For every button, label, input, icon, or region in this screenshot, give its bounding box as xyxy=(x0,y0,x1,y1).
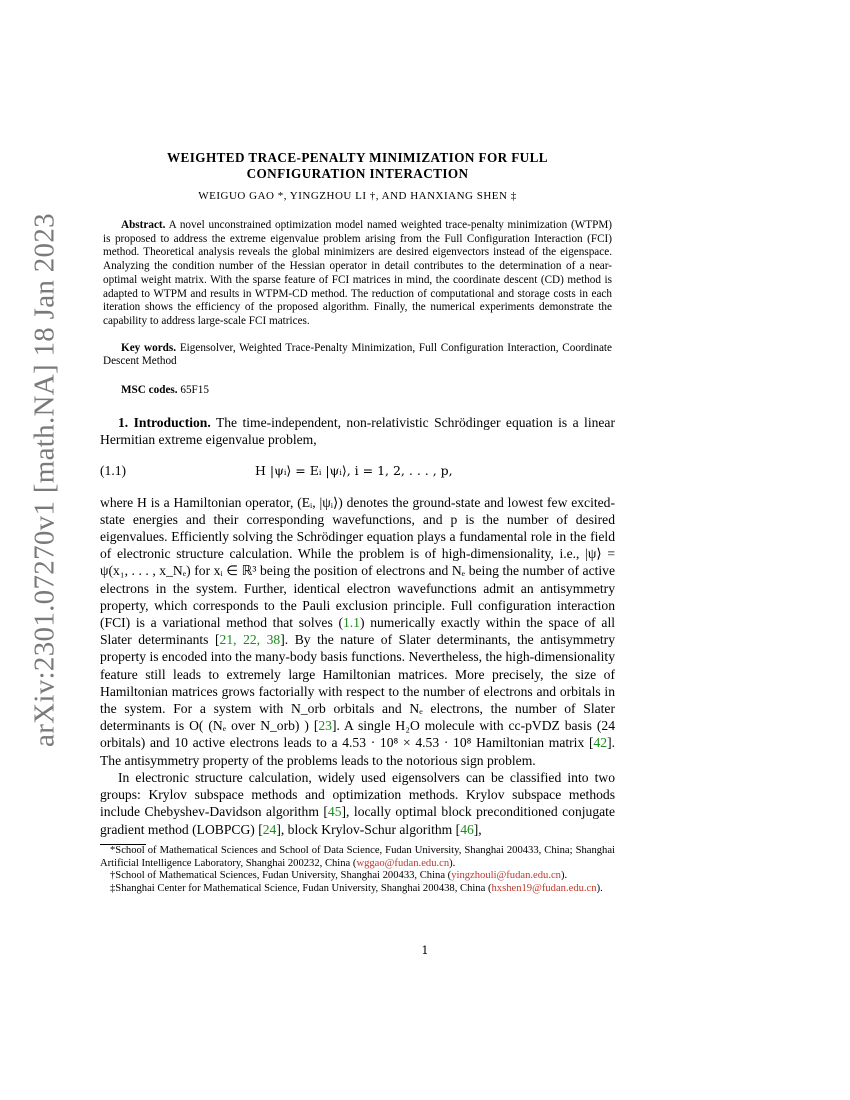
footnote-3-text: ‡Shanghai Center for Mathematical Science, Fudan University, Shanghai 200438, China ( xyxy=(110,883,492,895)
intro-lead-text: The time-independent, non-relativistic Schrödinger equation is a linear Hermitian extreme eigenvalue problem, xyxy=(100,415,615,448)
equation-number: (1.1) xyxy=(100,463,127,479)
intro-paragraph-2 xyxy=(100,769,615,838)
intro-lead xyxy=(100,414,615,448)
citation-link[interactable]: 45 xyxy=(327,804,342,820)
email-link[interactable]: wggao@fudan.edu.cn xyxy=(356,857,450,869)
msc-text: 65F15 xyxy=(180,384,209,397)
arxiv-identifier: arXiv:2301.07270v1 [math.NA] 18 Jan 2023 xyxy=(28,213,61,747)
equation-1-1 xyxy=(100,462,615,479)
p2-text-c: ], block Krylov-Schur algorithm [ xyxy=(276,821,461,837)
author-list: WEIGUO GAO *, YINGZHOU LI †, AND HANXIANG SHEN ‡ xyxy=(198,190,517,202)
citation-link[interactable]: 42 xyxy=(593,735,608,751)
footnote-2-text: †School of Mathematical Sciences, Fudan University, Shanghai 200433, China ( xyxy=(110,870,452,882)
p1-text-a: where H is a Hamiltonian operator, (Eᵢ, |ψᵢ⟩) denotes the ground-state and lowest few excited-state energies and their corresponding wavefunctions, and p is the number of desired eigenvalues. Efficiently solving the Schrödinger equation plays a fundamental role in the field of electronic structure calculation. While the problem is of high-dimensionality, i.e., |ψ⟩ = ψ(x₁, . . . , x_Nₑ) for xᵢ ∈ ℝ³ being the position of electrons and Nₑ being the number of active electrons in the system. Further, identical electron wavefunctions admit an antisymmetry property, which corresponds to the Pauli exclusion principle. Full configuration interaction (FCI) is a variational method that solves ( xyxy=(100,494,615,631)
footnote-2-end: ). xyxy=(560,870,568,882)
page-number: 1 xyxy=(421,944,429,957)
abstract-label: Abstract. xyxy=(121,219,166,231)
equation-body: H |ψᵢ⟩ = Eᵢ |ψᵢ⟩, i = 1, 2, . . . , p, xyxy=(255,463,453,479)
footnote-3 xyxy=(100,883,615,896)
footnote-1-text: *School of Mathematical Sciences and School of Data Science, Fudan University, Shanghai 200433, China; Shanghai Artificial Intelligence Laboratory, Shanghai 200232, China ( xyxy=(100,844,615,869)
p1-text-e: ]. The antisymmetry property of the problems leads to the notorious sign problem. xyxy=(100,735,615,768)
abstract xyxy=(100,219,615,329)
email-link[interactable]: hxshen19@fudan.edu.cn xyxy=(491,883,597,895)
footnote-1-end: ). xyxy=(449,857,456,869)
title-line-1: WEIGHTED TRACE-PENALTY MINIMIZATION FOR FULL xyxy=(166,150,549,165)
p2-text-d: ], xyxy=(473,821,482,837)
arxiv-sidebar xyxy=(20,213,70,747)
p1-text-c: ]. By the nature of Slater determinants, the antisymmetry property is encoded into the many-body basis functions. Nevertheless, the high-dimensionality feature still leads to extremely large Hamiltonian matrices. More precisely, the size of Hamiltonian matrices grows factorially with respect to the number of electrons and orbitals in the system. For a system with N_orb orbitals and Nₑ electrons, the number of Slater determinants is O( (Nₑ over N_orb) ) [ xyxy=(100,632,615,734)
citation-link[interactable]: 46 xyxy=(460,821,474,837)
intro-paragraph-1 xyxy=(100,494,615,769)
keywords-label: Key words. xyxy=(121,341,177,354)
p1-text-b: ) numerically exactly within the space of all Slater determinants [ xyxy=(100,615,615,648)
footnote-3-end: ). xyxy=(596,883,603,895)
equation-ref-link[interactable]: 1.1 xyxy=(342,615,360,631)
msc-codes xyxy=(100,384,615,396)
paper-page xyxy=(100,150,615,896)
title-line-2: CONFIGURATION INTERACTION xyxy=(246,166,469,181)
section-heading: 1. Introduction. xyxy=(118,415,211,431)
paper-title xyxy=(100,150,615,182)
introduction-section xyxy=(100,414,615,838)
footnote-2 xyxy=(100,870,615,883)
msc-label: MSC codes. xyxy=(121,384,178,397)
abstract-text: A novel unconstrained optimization model named weighted trace-penalty minimization (WTPM) is proposed to address the extreme eigenvalue problem arising from the Full Configuration Interaction (FCI) method. Theoretical analysis reveals the global minimizers are desired eigenvectors instead of the eigenspace. Analyzing the condition number of the Hessian operator in detail contributes to the determination of a near-optimal weight matrix. With the sparse feature of FCI matrices in mind, the coordinate descent (CD) method is adapted to WTPM and results in WTPM-CD method. The reduction of computational and storage costs in each iteration shows the efficiency of the proposed algorithm. Finally, the numerical experiments demonstrate the capability to address large-scale FCI matrices. xyxy=(103,219,612,327)
email-link[interactable]: yingzhouli@fudan.edu.cn xyxy=(451,870,561,882)
footnote-1 xyxy=(100,845,615,871)
keywords-text: Eigensolver, Weighted Trace-Penalty Minimization, Full Configuration Interaction, Coordinate Descent Method xyxy=(103,341,612,368)
citation-link[interactable]: 23 xyxy=(318,718,332,734)
p2-text-a: In electronic structure calculation, widely used eigensolvers can be classified into two groups: Krylov subspace methods and optimization methods. Krylov subspace methods include Chebyshev-Davidson algorithm [ xyxy=(100,769,615,820)
p2-text-b: ], locally optimal block preconditioned conjugate gradient method (LOBPCG) [ xyxy=(100,804,615,837)
citation-link[interactable]: 21, 22, 38 xyxy=(219,632,281,648)
p1-text-d: ]. A single H₂O molecule with cc-pVDZ basis (24 orbitals) and 10 active electrons leads to a 4.53 · 10⁸ × 4.53 · 10⁸ Hamiltonian matrix [ xyxy=(100,718,615,751)
citation-link[interactable]: 24 xyxy=(262,821,277,837)
keywords xyxy=(100,342,615,369)
